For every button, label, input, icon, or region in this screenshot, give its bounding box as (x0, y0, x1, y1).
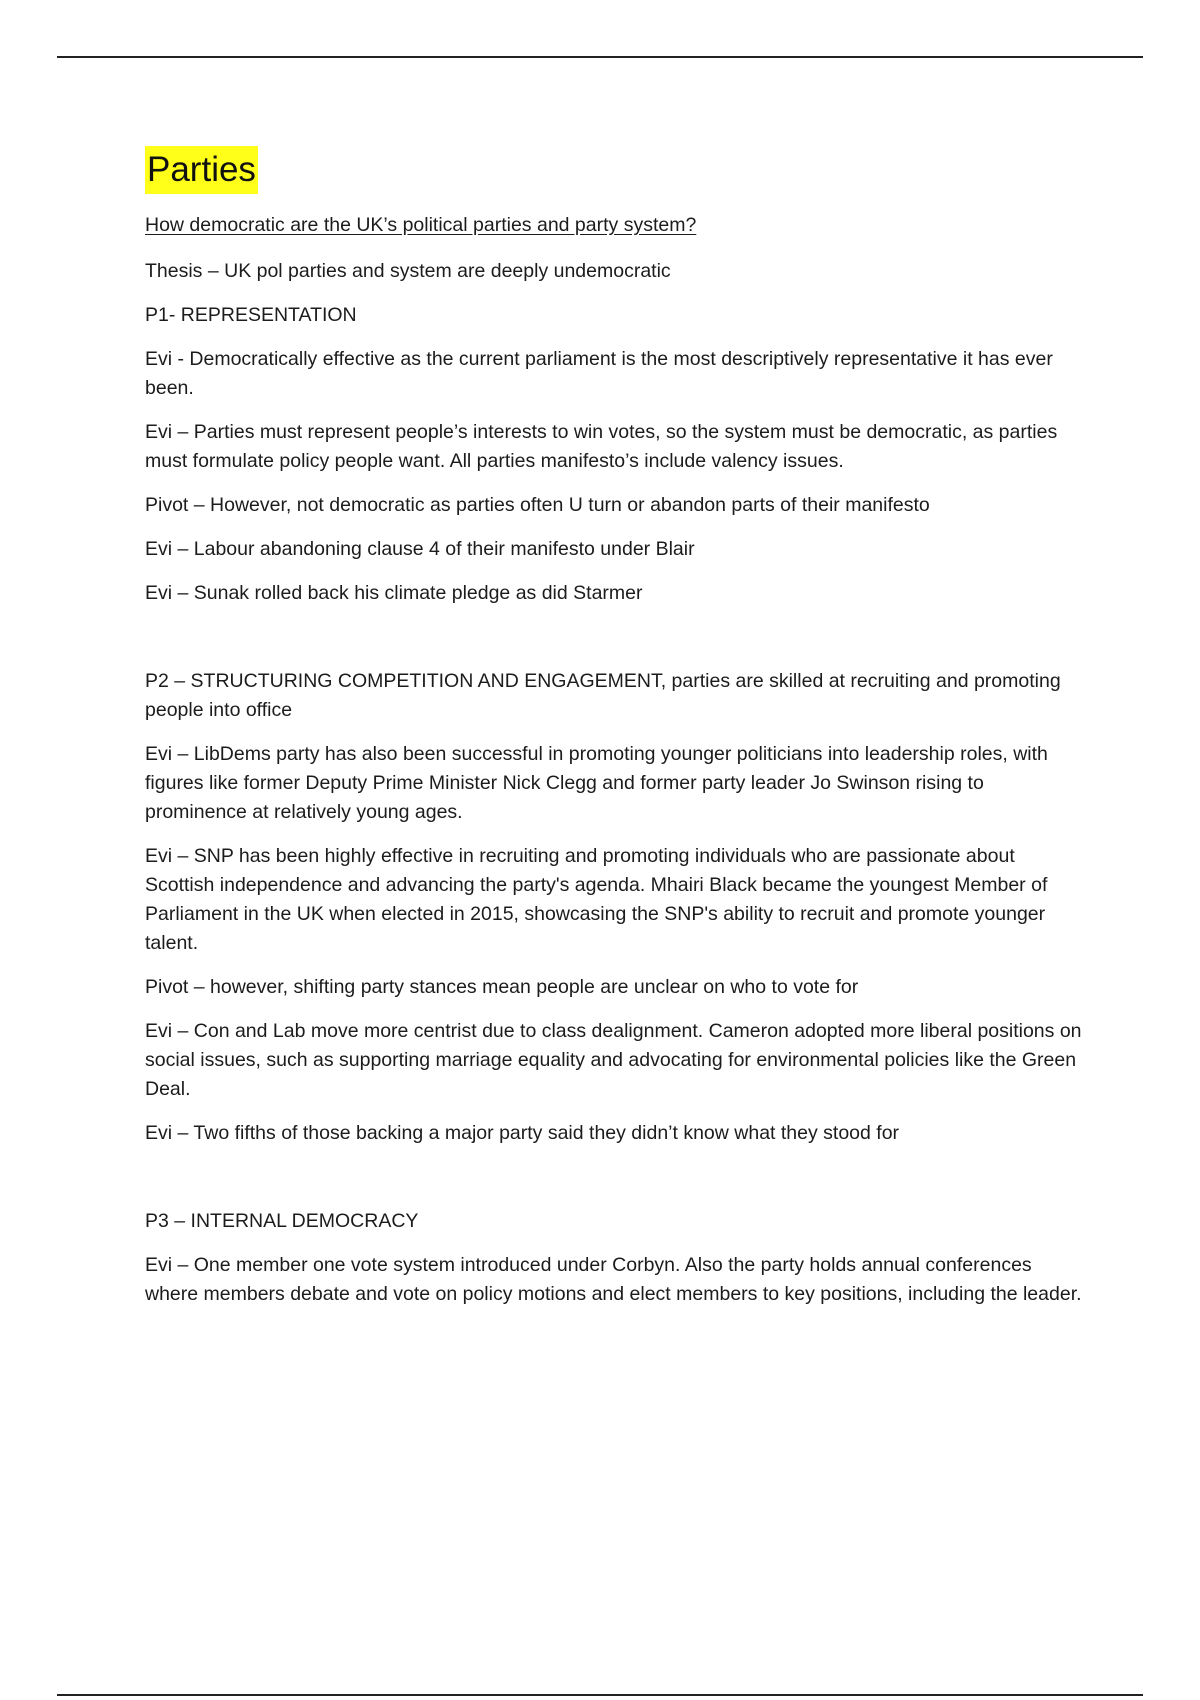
point: Evi – LibDems party has also been successful in promoting younger politicians into leadership roles, with figures like former Deputy Prime Minister Nick Clegg and former party leader Jo Swinson rising to prominence at relatively young ages. (145, 743, 1048, 823)
spacer (145, 623, 1085, 667)
point: Evi – Con and Lab move more centrist due to class dealignment. Cameron adopted more liberal positions on social issues, such as supporting marriage equality and advocating for environmental policies like the Green Deal. (145, 1020, 1082, 1100)
section-heading: P3 – INTERNAL DEMOCRACY (145, 1210, 419, 1232)
pivot: Pivot – however, shifting party stances mean people are unclear on who to vote for (145, 976, 859, 998)
thesis: Thesis – UK pol parties and system are deeply undemocratic (145, 260, 671, 282)
section-p3 (145, 1207, 1085, 1309)
page-title: Parties (145, 146, 258, 194)
point: Evi – Parties must represent people’s interests to win votes, so the system must be democratic, as parties must formulate policy people want. All parties manifesto’s include valency issues. (145, 421, 1058, 472)
point: Evi – Two fifths of those backing a major party said they didn’t know what they stood for (145, 1122, 900, 1144)
bottom-rule (57, 1694, 1143, 1696)
pivot: Pivot – However, not democratic as parties often U turn or abandon parts of their manifesto (145, 494, 930, 516)
point: Evi – Labour abandoning clause 4 of their manifesto under Blair (145, 538, 695, 560)
section-heading: P2 – STRUCTURING COMPETITION AND ENGAGEMENT, parties are skilled at recruiting and promoting people into office (145, 670, 1061, 721)
section-heading: P1- REPRESENTATION (145, 304, 357, 326)
essay-question: How democratic are the UK’s political parties and party system? (145, 214, 697, 236)
point: Evi – SNP has been highly effective in recruiting and promoting individuals who are passionate about Scottish independence and advancing the party's agenda. Mhairi Black became the youngest Member of Parliament in the UK when elected in 2015, showcasing the SNP's ability to recruit and promote younger talent. (145, 845, 1048, 954)
point: Evi - Democratically effective as the current parliament is the most descriptively representative it has ever been. (145, 348, 1053, 399)
point: Evi – Sunak rolled back his climate pledge as did Starmer (145, 582, 643, 604)
document-body (145, 146, 1085, 1324)
section-p1 (145, 301, 1085, 608)
point: Evi – One member one vote system introduced under Corbyn. Also the party holds annual conferences where members debate and vote on policy motions and elect members to key positions, including the leader. (145, 1254, 1082, 1305)
spacer (145, 1163, 1085, 1207)
top-rule (57, 56, 1143, 58)
section-p2 (145, 667, 1085, 1148)
